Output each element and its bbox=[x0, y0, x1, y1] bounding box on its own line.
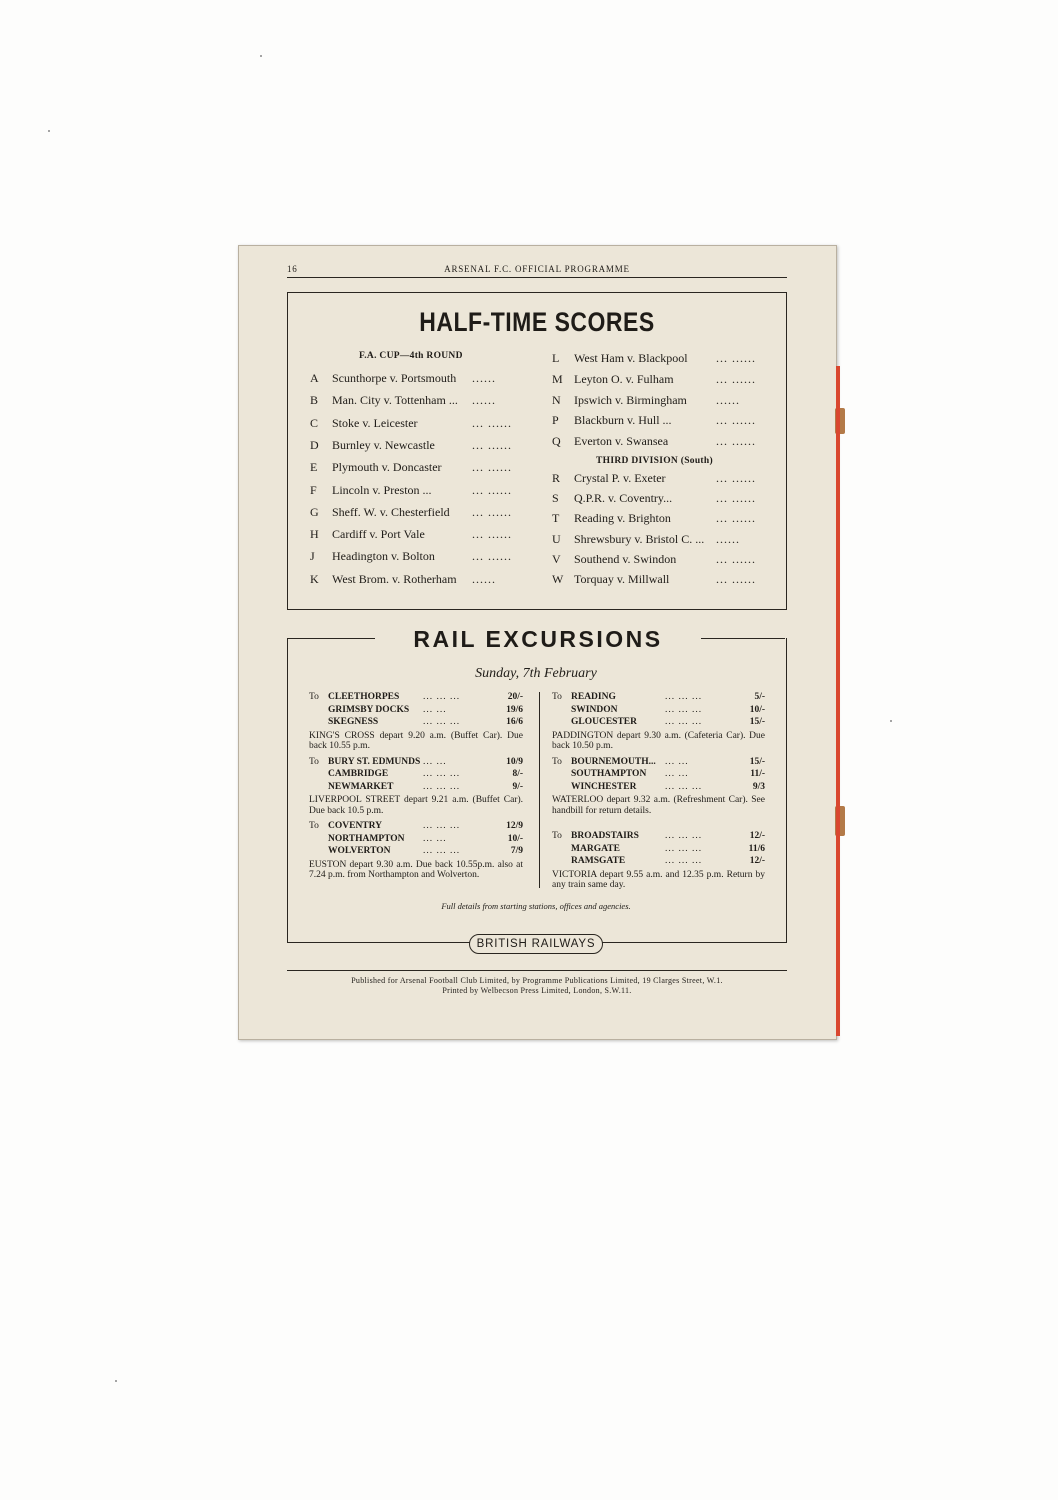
fare-leader: ... ... ... bbox=[423, 781, 461, 792]
fixture-letter: E bbox=[310, 460, 318, 475]
fare-leader: ... ... ... bbox=[423, 821, 461, 831]
score-blank: ... ...... bbox=[472, 549, 512, 564]
score-blank: ... ...... bbox=[472, 527, 512, 542]
rail-date: Sunday, 7th February bbox=[475, 666, 597, 681]
fixture-letter: V bbox=[552, 551, 561, 566]
fare: 9/3 bbox=[752, 781, 765, 792]
fare-leader: ... ... ... bbox=[665, 781, 703, 792]
fare-leader: ... ... bbox=[423, 704, 447, 715]
fare-leader: ... ... bbox=[423, 833, 447, 844]
fare: 10/- bbox=[507, 833, 523, 844]
fare-leader: ... ... ... bbox=[423, 717, 461, 727]
binding-tab bbox=[835, 806, 845, 836]
destination-name: NEWMARKET bbox=[328, 781, 394, 792]
destination-prefix: To bbox=[309, 821, 319, 831]
fare: 12/- bbox=[749, 856, 765, 866]
fixture-letter: R bbox=[552, 471, 561, 485]
fixture-teams: Man. City v. Tottenham ... bbox=[332, 393, 458, 408]
score-blank: ... ...... bbox=[472, 415, 512, 430]
score-blank: ... ...... bbox=[472, 437, 512, 452]
half-time-scores-box bbox=[287, 292, 787, 610]
fixture-letter: S bbox=[552, 491, 559, 506]
score-blank: ... ...... bbox=[472, 504, 512, 519]
fixture-teams: Sheff. W. v. Chesterfield bbox=[332, 504, 450, 519]
programme-page bbox=[238, 245, 837, 1040]
fare-leader: ... ... ... bbox=[665, 856, 703, 866]
destination-name: NORTHAMPTON bbox=[328, 833, 405, 844]
departure-note: VICTORIA depart 9.55 a.m. and 12.35 p.m. Return by any train same day. bbox=[552, 869, 765, 890]
fixture-letter: A bbox=[310, 371, 319, 385]
destination-name: CLEETHORPES bbox=[328, 692, 400, 702]
destination-name: READING bbox=[571, 692, 616, 702]
score-blank: ...... bbox=[472, 393, 496, 408]
fixture-teams: Cardiff v. Port Vale bbox=[332, 527, 425, 542]
destination-name: SWINDON bbox=[571, 704, 618, 715]
header-rule bbox=[287, 277, 787, 278]
fixture-teams: West Ham v. Blackpool bbox=[574, 351, 688, 365]
score-blank: ... ...... bbox=[716, 511, 756, 526]
fare-leader: ... ... bbox=[665, 769, 689, 779]
departure-note: LIVERPOOL STREET depart 9.21 a.m. (Buffet Car). Due back 10.5 p.m. bbox=[309, 795, 523, 816]
fixture-teams: Ipswich v. Birmingham bbox=[574, 392, 687, 407]
destination-name: BOURNEMOUTH... bbox=[571, 756, 656, 767]
fixture-letter: F bbox=[310, 482, 317, 497]
score-blank: ...... bbox=[472, 571, 496, 586]
fare-leader: ... ... ... bbox=[665, 843, 703, 854]
fixture-teams: Scunthorpe v. Portsmouth bbox=[332, 371, 457, 385]
fare: 5/- bbox=[754, 692, 765, 702]
fare: 20/- bbox=[507, 692, 523, 702]
departure-note: EUSTON depart 9.30 a.m. Due back 10.55p.m. also at 7.24 p.m. from Northampton and Wolverton. bbox=[309, 859, 523, 880]
score-blank: ... ...... bbox=[716, 371, 756, 386]
fixture-letter: D bbox=[310, 437, 319, 452]
score-blank: ... ...... bbox=[716, 572, 756, 586]
fare: 16/6 bbox=[506, 717, 523, 727]
fare: 15/- bbox=[749, 717, 765, 727]
fixture-letter: H bbox=[310, 527, 319, 542]
fare: 19/6 bbox=[506, 704, 523, 715]
fare: 7/9 bbox=[510, 846, 523, 856]
fixture-teams: Crystal P. v. Exeter bbox=[574, 471, 666, 485]
fare: 15/- bbox=[749, 756, 765, 767]
paper-speck bbox=[48, 130, 50, 132]
half-time-title: HALF-TIME SCORES bbox=[419, 306, 655, 337]
fixture-teams: Q.P.R. v. Coventry... bbox=[574, 491, 673, 506]
fixture-teams: Everton v. Swansea bbox=[574, 434, 669, 449]
score-blank: ... ...... bbox=[716, 351, 756, 365]
score-blank: ... ...... bbox=[472, 482, 512, 497]
fare: 8/- bbox=[512, 769, 523, 779]
fare-leader: ... ... ... bbox=[423, 769, 461, 779]
fare: 10/9 bbox=[506, 756, 523, 767]
destination-name: BURY ST. EDMUNDS bbox=[328, 756, 421, 767]
score-blank: ...... bbox=[716, 392, 740, 407]
fixture-letter: G bbox=[310, 504, 319, 519]
destination-name: GLOUCESTER bbox=[571, 717, 637, 727]
paper-speck bbox=[890, 720, 892, 722]
imprint-rule bbox=[287, 970, 787, 971]
third-division-heading: THIRD DIVISION (South) bbox=[596, 456, 713, 466]
paper-speck bbox=[115, 1380, 117, 1382]
destination-name: CAMBRIDGE bbox=[328, 769, 389, 779]
fare-leader: ... ... bbox=[423, 756, 447, 767]
fixture-teams: Headington v. Bolton bbox=[332, 549, 435, 564]
fare-leader: ... ... ... bbox=[665, 717, 703, 727]
score-blank: ... ...... bbox=[716, 413, 756, 428]
destination-name: COVENTRY bbox=[328, 821, 383, 831]
score-blank: ...... bbox=[472, 371, 496, 385]
destination-name: GRIMSBY DOCKS bbox=[328, 704, 410, 715]
fixture-letter: T bbox=[552, 511, 560, 526]
departure-note: KING'S CROSS depart 9.20 a.m. (Buffet Car). Due back 10.55 p.m. bbox=[309, 730, 523, 751]
fare: 11/6 bbox=[748, 843, 765, 854]
score-blank: ... ...... bbox=[716, 471, 756, 485]
destination-prefix: To bbox=[552, 831, 562, 841]
fixture-teams: Blackburn v. Hull ... bbox=[574, 413, 672, 428]
destination-name: SOUTHAMPTON bbox=[571, 769, 647, 779]
fare-leader: ... ... ... bbox=[665, 831, 703, 841]
rail-excursions-title: RAIL EXCURSIONS bbox=[379, 626, 697, 653]
fixture-teams: Shrewsbury v. Bristol C. ... bbox=[574, 531, 705, 546]
score-blank: ... ...... bbox=[716, 434, 756, 449]
fa-cup-heading: F.A. CUP—4th ROUND bbox=[359, 351, 463, 361]
fare-leader: ... ... ... bbox=[423, 846, 461, 856]
fixture-teams: Torquay v. Millwall bbox=[574, 572, 670, 586]
imprint bbox=[287, 976, 787, 996]
destination-prefix: To bbox=[552, 692, 562, 702]
paper-speck bbox=[260, 55, 262, 57]
fare: 11/- bbox=[750, 769, 765, 779]
fixture-letter: U bbox=[552, 531, 561, 546]
binding-tab bbox=[835, 408, 845, 434]
fare: 12/- bbox=[749, 831, 765, 841]
fixture-letter: W bbox=[552, 572, 564, 586]
fixture-teams: Plymouth v. Doncaster bbox=[332, 460, 442, 475]
fixture-letter: J bbox=[310, 549, 315, 564]
fixture-teams: Southend v. Swindon bbox=[574, 551, 677, 566]
fixture-letter: C bbox=[310, 415, 319, 430]
imprint-publisher: Published for Arsenal Football Club Limited, by Programme Publications Limited, 19 Clarges Street, W.1. bbox=[351, 976, 723, 985]
british-railways-logo: BRITISH RAILWAYS bbox=[469, 934, 603, 954]
destination-prefix: To bbox=[309, 756, 319, 767]
score-blank: ... ...... bbox=[716, 491, 756, 506]
fixture-teams: West Brom. v. Rotherham bbox=[332, 571, 457, 586]
page-number: 16 bbox=[287, 264, 298, 274]
rail-footnote: Full details from starting stations, offices and agencies. bbox=[441, 901, 631, 911]
running-title: ARSENAL F.C. OFFICIAL PROGRAMME bbox=[444, 264, 630, 274]
destination-name: SKEGNESS bbox=[328, 717, 379, 727]
score-blank: ... ...... bbox=[472, 460, 512, 475]
score-blank: ...... bbox=[716, 531, 740, 546]
fare-leader: ... ... ... bbox=[665, 692, 703, 702]
fixture-letter: B bbox=[310, 393, 319, 408]
fare: 10/- bbox=[749, 704, 765, 715]
destination-name: MARGATE bbox=[571, 843, 620, 854]
departure-note: PADDINGTON depart 9.30 a.m. (Cafeteria Car). Due back 10.50 p.m. bbox=[552, 730, 765, 751]
departure-note: WATERLOO depart 9.32 a.m. (Refreshment Car). See handbill for return details. bbox=[552, 795, 765, 816]
fixture-teams: Reading v. Brighton bbox=[574, 511, 671, 526]
fare-leader: ... ... ... bbox=[665, 704, 703, 715]
fare-leader: ... ... bbox=[665, 756, 689, 767]
destination-name: WINCHESTER bbox=[571, 781, 637, 792]
destination-prefix: To bbox=[309, 692, 319, 702]
destination-name: RAMSGATE bbox=[571, 856, 626, 866]
fare: 9/- bbox=[512, 781, 523, 792]
fixture-teams: Leyton O. v. Fulham bbox=[574, 371, 674, 386]
fixture-letter: Q bbox=[552, 434, 561, 449]
fixture-letter: M bbox=[552, 371, 563, 386]
column-divider bbox=[539, 692, 540, 888]
fixture-letter: P bbox=[552, 413, 559, 428]
fixture-teams: Stoke v. Leicester bbox=[332, 415, 418, 430]
fare-leader: ... ... ... bbox=[423, 692, 461, 702]
fixture-teams: Lincoln v. Preston ... bbox=[332, 482, 432, 497]
imprint-printer: Printed by Welbecson Press Limited, London, S.W.11. bbox=[442, 986, 632, 995]
score-blank: ... ...... bbox=[716, 551, 756, 566]
destination-name: WOLVERTON bbox=[328, 846, 391, 856]
fixture-letter: K bbox=[310, 571, 319, 586]
fixture-letter: L bbox=[552, 351, 560, 365]
fare: 12/9 bbox=[506, 821, 523, 831]
destination-prefix: To bbox=[552, 756, 562, 767]
fixture-letter: N bbox=[552, 392, 561, 407]
destination-name: BROADSTAIRS bbox=[571, 831, 639, 841]
fixture-teams: Burnley v. Newcastle bbox=[332, 437, 435, 452]
